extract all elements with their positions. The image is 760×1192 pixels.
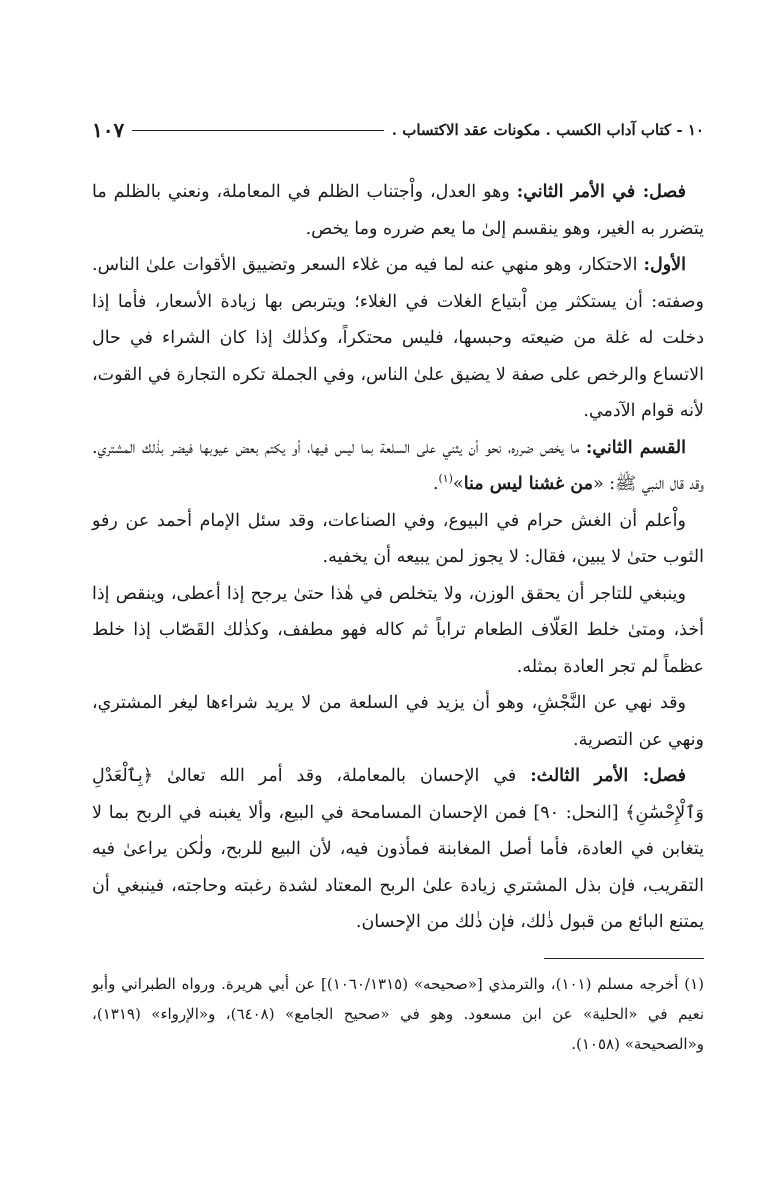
paragraph <box>92 430 704 503</box>
page-number: ١٠٧ <box>92 118 125 142</box>
section-heading: الأول: <box>643 255 686 275</box>
section-heading: فصل: الأمر الثالث: <box>530 766 686 786</box>
paragraph-text: واْعلم أن الغش حرام في البيوع، وفي الصناعات، وقد سئل الإمام أحمد عن رفو الثوب حتىٰ لا يبين، فقال: لا يجوز لمن يبيعه أن يخفيه. <box>92 510 704 567</box>
footnote-rule <box>544 958 704 959</box>
paragraph-text: الاحتكار، وهو منهي عنه لما فيه من غلاء السعر وتضييق الأقوات علىٰ الناس. وصفته: أن يستكثر مِن اْبتياع الغلات في الغلاء؛ ويتربص بها زيادة الأسعار، فأما إذا دخلت له غلة من ضيعته وحبسها، فليس محتكراً، وكذٰلك إذا كان الشراء في حال الاتساع والرخص على صفة لا يضيق علىٰ الناس، وفي الجملة تكره التجارة في القوت، لأنه قوام الآدمي. <box>92 255 704 421</box>
paragraph <box>92 174 704 247</box>
page-body <box>92 110 704 941</box>
running-header <box>92 110 704 150</box>
main-text <box>92 174 704 941</box>
paragraph <box>92 685 704 758</box>
paragraph <box>92 758 704 941</box>
paragraph-text: وينبغي للتاجر أن يحقق الوزن، ولا يتخلص في هٰذا حتىٰ يرجح إذا أعطى، وينقص إذا أخذ، ومتىٰ خلط العَلّاف الطعام تراباً ثم كاله فهو مطفف، وكذٰلك القَصّاب إذا خلط عظماً لم تجر العادة بمثله. <box>92 583 704 677</box>
footnote-text: (١) أخرجه مسلم (١٠١)، والترمذي [«صحيحه» (١٠٦٠/١٣١٥)] عن أبي هريرة. ورواه الطبراني وأبو نعيم في «الحلية» عن ابن مسعود. وهو في «صحيح الجامع» (٦٤٠٨)، و«الإرواء» (١٣١٩)، و«الصحيحة» (١٠٥٨). <box>92 975 704 1053</box>
paragraph-text: وقد نهي عن النَّجْشِ، وهو أن يزيد في السلعة من لا يريد شراءها ليغر المشتري، ونهي عن التصرية. <box>92 693 704 750</box>
paragraph-text: وهو العدل، واْجتناب الظلم في المعاملة، ونعني بالظلم ما يتضرر به الغير، وهو ينقسم إلىٰ ما يعم ضرره وما يخص. <box>92 182 704 239</box>
running-title: ١٠ - كتاب آداب الكسب . مكونات عقد الاكتساب . <box>391 121 704 139</box>
hadith-quote: من غشنا ليس منا <box>463 474 593 494</box>
footnote-reference[interactable]: (١) <box>438 472 453 486</box>
quote-close: » <box>452 474 464 494</box>
footnotes <box>92 958 704 1059</box>
header-rule <box>132 130 384 131</box>
paragraph <box>92 576 704 686</box>
paragraph-end: . <box>432 474 439 494</box>
paragraph <box>92 247 704 430</box>
paragraph-text: ما يخص ضرره، نحو أن يثني على السلعة بما ليس فيها، أو يكتم بعض عيوبها فيضر بذٰلك المشتري. وقد قال النبي ﷺ: « <box>92 437 704 494</box>
paragraph <box>92 503 704 576</box>
paragraph-text: في الإحسان بالمعاملة، وقد أمر الله تعالىٰ ﴿بِٱلْعَدْلِ وَٱلْإِحْسَٰنِ﴾ [النحل: ٩٠] فمن الإحسان المسامحة في البيع، وألا يغبنه في الربح بما لا يتغابن في العادة، فأما أصل المغابنة فمأذون فيه، لأن البيع للربح، ولٰكن يراعىٰ فيه التقريب، فإن بذل المشتري زيادة علىٰ الربح المعتاد لشدة رغبته وحاجته، فينبغي أن يمتنع البائع من قبول ذٰلك، فإن ذٰلك من الإحسان. <box>92 766 704 932</box>
section-heading: القسم الثاني: <box>585 437 686 458</box>
section-heading: فصل: في الأمر الثاني: <box>516 182 686 202</box>
